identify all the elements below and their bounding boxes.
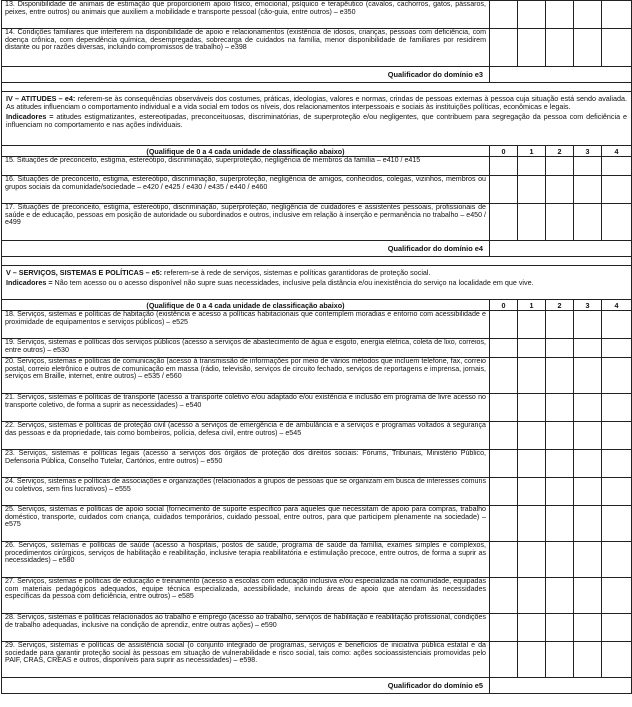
score-cell-1[interactable]: [518, 394, 546, 422]
score-cell-2[interactable]: [546, 542, 574, 578]
score-cell-3[interactable]: [574, 29, 602, 67]
score-cell-0[interactable]: [490, 176, 518, 204]
score-cell-4[interactable]: [602, 578, 632, 614]
item-row: [2, 542, 632, 578]
item-row: [2, 506, 632, 542]
score-cell-0[interactable]: [490, 542, 518, 578]
section-e4-description: IV – ATITUDES – e4: referem-se às consequências observáveis dos costumes, práticas, ideologias, valores e normas, crindas de pessoas externas à pessoa cuja situação está sendo avaliada. As atitudes influenciam o comportamento individual e a vida social em todos os níveis, dos relacionamentos interpessoais e sociais às instituições políticas, econômicas e legais. Indicadores = atitudes estigmatizantes, estereotipadas, preconceituosas, discriminatórias, de superproteção e/ou negligentes, que contribuem para segregação da pessoa com deficiência e influenciam no comportamento e nas ações individuais.: [2, 92, 632, 146]
item-text: 22. Serviços, sistemas e políticas de proteção civil (acesso a serviços de emergência e de ambulância e a serviços e programas voltados à segurança das pessoas e da propriedade, tais como bombeiros, polícia, defesa civil, entre outros) – e545: [2, 422, 490, 450]
score-cell-3[interactable]: [574, 642, 602, 678]
score-cell-4[interactable]: [602, 542, 632, 578]
item-text: 25. Serviços, sistemas e políticas de apoio social (fornecimento de suporte específico para aqueles que necessitam de apoio para compras, trabalho doméstico, transporte, cuidados com criança, cuidados temporários, cuidado pessoal, entre outros, para que participem plenamente na sociedade) – e575: [2, 506, 490, 542]
section-e5-intro: [2, 266, 632, 300]
item-text: 15. Situações de preconceito, estigma, estereótipo, discriminação, superproteção, negligência de membros da família – e410 / e415: [2, 157, 490, 176]
score-cell-2[interactable]: [546, 614, 574, 642]
scale-4: 4: [602, 300, 632, 311]
item-text: 13. Disponibilidade de animais de estimação que proporcionem apoio físico, emocional, psíquico e terapêutico (cavalos, cachorros, gatos, pássaros, peixes, entre outros) ou animais que auxiliem a mobilidade e transporte pessoal (cão-guia, entre outros) – e350: [2, 1, 490, 29]
scale-header-text: (Qualifique de 0 a 4 cada unidade de classificação abaixo): [2, 300, 490, 311]
score-cell-0[interactable]: [490, 358, 518, 394]
score-cell-0[interactable]: [490, 422, 518, 450]
scale-3: 3: [574, 146, 602, 157]
item-text: 21. Serviços, sistemas e políticas de transporte (acesso a transporte coletivo e/ou adaptado e/ou existência e inclusão em programa de livre acesso no transporte coletivo, de forma a suprir as necessidades) – e540: [2, 394, 490, 422]
section-e4-intro: [2, 92, 632, 146]
item-text: 27. Serviços, sistemas e políticas de educação e treinamento (acesso a escolas com educação inclusiva e/ou especializada na comunidade, equipadas com materiais pedagógicos adequados, equipe técnica especializada, acessibilidade, incluindo áreas de apoio que atendam às necessidades específicas da pessoa com deficiência, entre outros) – e585: [2, 578, 490, 614]
scale-header-e4: [2, 146, 632, 157]
score-cell-1[interactable]: [518, 176, 546, 204]
score-cell-0[interactable]: [490, 311, 518, 339]
score-cell-3[interactable]: [574, 311, 602, 339]
item-text: 17. Situações de preconceito, estigma, estereótipo, discriminação, superproteção, negligência de cuidadores e assistentes pessoais, profissionais de saúde e de educação, pessoas em posição de autoridade ou subordinados e outros, inclusive em relação à inserção e permanência no trabalho – e450 / e499: [2, 204, 490, 241]
qualifier-label-e3: Qualificador do domínio e3: [2, 67, 490, 83]
score-cell-2[interactable]: [546, 394, 574, 422]
score-cell-3[interactable]: [574, 176, 602, 204]
score-cell-0[interactable]: [490, 578, 518, 614]
score-cell-2[interactable]: [546, 422, 574, 450]
item-text: 28. Serviços, sistemas e políticas relacionados ao trabalho e emprego (acesso ao trabalho, serviços de habilitação e reabilitação profissional, condições de trabalho adequadas, inclusive na condição de aprendiz, entre outras ações) – e590: [2, 614, 490, 642]
score-cell-3[interactable]: [574, 478, 602, 506]
score-cell-1[interactable]: [518, 1, 546, 29]
score-cell-0[interactable]: [490, 339, 518, 358]
item-row: [2, 311, 632, 339]
item-row: [2, 642, 632, 678]
item-row: [2, 422, 632, 450]
item-row: [2, 578, 632, 614]
score-cell-4[interactable]: [602, 311, 632, 339]
score-cell-4[interactable]: [602, 1, 632, 29]
score-cell-1[interactable]: [518, 311, 546, 339]
scale-4: 4: [602, 146, 632, 157]
score-cell-4[interactable]: [602, 642, 632, 678]
score-cell-4[interactable]: [602, 394, 632, 422]
score-cell-4[interactable]: [602, 176, 632, 204]
score-cell-1[interactable]: [518, 642, 546, 678]
scale-0: 0: [490, 300, 518, 311]
item-text: 14. Condições familiares que interferem na disponibilidade de apoio e relacionamentos (existência de idosos, crianças, pessoas com deficiência, com doença crônica, com dependência química, desempregadas, sobrecarga de cuidados na família, menor disponibilidade de familiares por residirem distante ou por razões diversas, incluindo compromissos de trabalho) – e398: [2, 29, 490, 67]
score-cell-0[interactable]: [490, 478, 518, 506]
score-cell-2[interactable]: [546, 339, 574, 358]
item-row: [2, 1, 632, 29]
score-cell-1[interactable]: [518, 358, 546, 394]
item-row: [2, 176, 632, 204]
score-cell-0[interactable]: [490, 157, 518, 176]
score-cell-4[interactable]: [602, 29, 632, 67]
score-cell-2[interactable]: [546, 157, 574, 176]
item-row: [2, 358, 632, 394]
score-cell-1[interactable]: [518, 204, 546, 241]
score-cell-4[interactable]: [602, 506, 632, 542]
item-row: [2, 478, 632, 506]
item-row: [2, 614, 632, 642]
item-row: [2, 339, 632, 358]
scale-header-e5: [2, 300, 632, 311]
scale-header-text: (Qualifique de 0 a 4 cada unidade de classificação abaixo): [2, 146, 490, 157]
item-text: 18. Serviços, sistemas e políticas de habitação (existência e acesso a políticas habitacionais que contemplem moradias e entorno com acessibilidade e proximidade de equipamentos e serviços públicos) – e525: [2, 311, 490, 339]
score-cell-2[interactable]: [546, 578, 574, 614]
section-spacer: [2, 83, 632, 92]
score-cell-2[interactable]: [546, 450, 574, 478]
score-cell-2[interactable]: [546, 1, 574, 29]
score-cell-3[interactable]: [574, 542, 602, 578]
score-cell-1[interactable]: [518, 29, 546, 67]
score-cell-3[interactable]: [574, 614, 602, 642]
item-text: 29. Serviços, sistemas e políticas de assistência social (o conjunto integrado de programas, serviços e benefícios de iniciativa pública estatal e da sociedade para garantir proteção social às pessoas em situação de vulnerabilidade e risco social, tais como: ações socioassistenciais promovidas pelo PAIF, CRAS, CREAS e outros, disponíveis para suprir as necessidades) – e598.: [2, 642, 490, 678]
score-cell-0[interactable]: [490, 29, 518, 67]
score-cell-4[interactable]: [602, 422, 632, 450]
item-row: [2, 29, 632, 67]
score-cell-3[interactable]: [574, 157, 602, 176]
score-cell-3[interactable]: [574, 204, 602, 241]
score-cell-4[interactable]: [602, 339, 632, 358]
score-cell-1[interactable]: [518, 339, 546, 358]
score-cell-4[interactable]: [602, 478, 632, 506]
score-cell-2[interactable]: [546, 478, 574, 506]
score-cell-0[interactable]: [490, 506, 518, 542]
item-row: [2, 450, 632, 478]
score-cell-2[interactable]: [546, 642, 574, 678]
score-cell-3[interactable]: [574, 578, 602, 614]
item-row: [2, 394, 632, 422]
score-cell-4[interactable]: [602, 204, 632, 241]
item-text: 16. Situações de preconceito, estigma, estereótipo, discriminação, superproteção, negligência de amigos, conhecidos, colegas, vizinhos, membros ou grupos sociais da comunidade/sociedade – e420 / e425 / e430 / e435 / e440 / e460: [2, 176, 490, 204]
score-cell-0[interactable]: [490, 450, 518, 478]
qualifier-value-e4[interactable]: [490, 241, 632, 257]
score-cell-1[interactable]: [518, 614, 546, 642]
item-text: 20. Serviços, sistemas e políticas de comunicação (acesso à transmissão de informações por meio de vários métodos que incluem telefone, fax, correio postal, correio eletrônico e outros de comunicação em massa (rádio, televisão, serviços de circuito fechado, serviços de reportagens e imprensa, jornais, serviços em Braille, internet, entre outros) – e535 / e560: [2, 358, 490, 394]
score-cell-1[interactable]: [518, 506, 546, 542]
section-spacer: [2, 257, 632, 266]
score-cell-3[interactable]: [574, 450, 602, 478]
score-cell-2[interactable]: [546, 29, 574, 67]
score-cell-1[interactable]: [518, 542, 546, 578]
score-cell-4[interactable]: [602, 358, 632, 394]
score-cell-0[interactable]: [490, 614, 518, 642]
score-cell-2[interactable]: [546, 311, 574, 339]
score-cell-3[interactable]: [574, 1, 602, 29]
score-cell-4[interactable]: [602, 614, 632, 642]
score-cell-3[interactable]: [574, 339, 602, 358]
qualifier-row-e4: [2, 241, 632, 257]
score-cell-3[interactable]: [574, 394, 602, 422]
score-cell-2[interactable]: [546, 204, 574, 241]
indicators-label: Indicadores =: [6, 112, 54, 121]
score-cell-1[interactable]: [518, 478, 546, 506]
item-text: 26. Serviços, sistemas e políticas de saúde (acesso a hospitais, postos de saúde, programa de saúde da família, exames simples e complexos, procedimentos cirúrgicos, serviços de habilitação e reabilitação, inclusive terapia reabilitatória e estimulação precoce, entre outros, de forma a suprir as necessidades) – e580: [2, 542, 490, 578]
score-cell-1[interactable]: [518, 450, 546, 478]
score-cell-0[interactable]: [490, 642, 518, 678]
indicators-label: Indicadores =: [6, 278, 53, 287]
scale-1: 1: [518, 300, 546, 311]
score-cell-3[interactable]: [574, 506, 602, 542]
score-cell-1[interactable]: [518, 578, 546, 614]
item-text: 19. Serviços, sistemas e políticas dos serviços públicos (acesso a serviços de abastecimento de água e esgoto, energia elétrica, coleta de lixo, correios, entre outros) – e530: [2, 339, 490, 358]
qualifier-value-e5[interactable]: [490, 678, 632, 694]
score-cell-2[interactable]: [546, 358, 574, 394]
scale-2: 2: [546, 300, 574, 311]
item-text: 24. Serviços, sistemas e políticas de associações e organizações (relacionados a grupos de pessoas que se organizam em busca de interesses comuns ou coletivos, sem fins lucrativos) – e555: [2, 478, 490, 506]
qualifier-label-e4: Qualificador do domínio e4: [2, 241, 490, 257]
scale-2: 2: [546, 146, 574, 157]
score-cell-3[interactable]: [574, 422, 602, 450]
score-cell-0[interactable]: [490, 1, 518, 29]
score-cell-1[interactable]: [518, 157, 546, 176]
score-cell-2[interactable]: [546, 506, 574, 542]
score-cell-0[interactable]: [490, 394, 518, 422]
score-cell-3[interactable]: [574, 358, 602, 394]
qualifier-row-e3: [2, 67, 632, 83]
scale-0: 0: [490, 146, 518, 157]
item-row: [2, 157, 632, 176]
score-cell-4[interactable]: [602, 157, 632, 176]
score-cell-0[interactable]: [490, 204, 518, 241]
qualifier-row-e5: [2, 678, 632, 694]
score-cell-4[interactable]: [602, 450, 632, 478]
scale-1: 1: [518, 146, 546, 157]
qualifier-value-e3[interactable]: [490, 67, 632, 83]
item-text: 23. Serviços, sistemas e políticas legais (acesso a serviços dos órgãos de proteção dos direitos sociais: Fórums, Tribunais, Ministério Público, Defensoria Pública, Conselho Tutelar, Cartórios, entre outros) – e550: [2, 450, 490, 478]
section-e5-title: V – SERVIÇOS, SISTEMAS E POLÍTICAS – e5:: [6, 268, 163, 277]
ibr-environment-form: [1, 0, 632, 694]
section-e4-title: IV – ATITUDES – e4:: [6, 94, 76, 103]
score-cell-2[interactable]: [546, 176, 574, 204]
section-e5-description: V – SERVIÇOS, SISTEMAS E POLÍTICAS – e5: referem-se à rede de serviços, sistemas e políticas garantidoras de proteção social. Indicadores = Não tem acesso ou o acesso disponível não supre suas necessidades, inclusive pela distância e/ou inexistência do serviço na localidade em que vive.: [2, 266, 632, 300]
scale-3: 3: [574, 300, 602, 311]
item-row: [2, 204, 632, 241]
score-cell-1[interactable]: [518, 422, 546, 450]
qualifier-label-e5: Qualificador do domínio e5: [2, 678, 490, 694]
